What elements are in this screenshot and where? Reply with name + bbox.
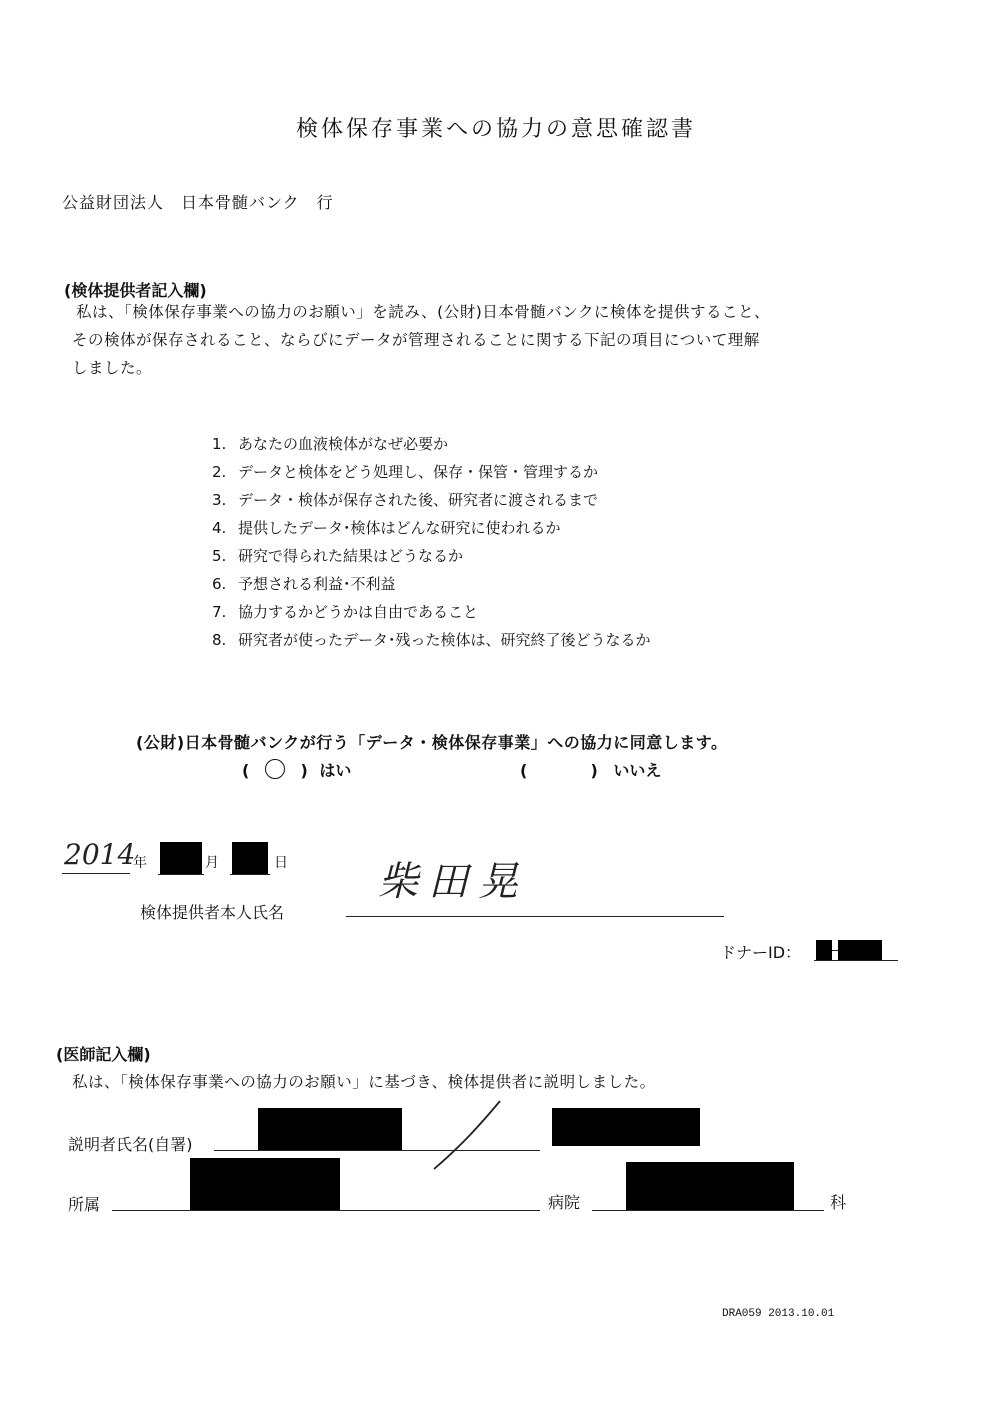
doctor-section-heading: (医師記入欄): [56, 1045, 151, 1064]
redacted-month: [160, 842, 202, 874]
provider-paragraph: [62, 298, 770, 382]
year-unit: 年: [133, 855, 147, 871]
list-item: 1. あなたの血液検体がなぜ必要か: [212, 435, 449, 453]
document-title: 検体保存事業への協力の意思確認書: [295, 117, 696, 142]
provider-section-heading: (検体提供者記入欄): [64, 281, 207, 300]
handwritten-year: 2014: [64, 838, 136, 871]
year-underline: [62, 873, 130, 874]
list-item: 6. 予想される利益･不利益: [212, 575, 396, 593]
addressee: 公益財団法人 日本骨髄バンク 行: [62, 193, 334, 212]
affiliation-underline: [112, 1210, 540, 1211]
handwritten-name: 柴田晃: [378, 859, 528, 905]
hospital-label: 病院: [548, 1193, 581, 1212]
paragraph-line: その検体が保存されること、ならびにデータが管理されることに関する下記の項目について理解: [72, 331, 760, 349]
signature-stroke-icon: [420, 1095, 520, 1175]
provider-name-label: 検体提供者本人氏名: [140, 903, 285, 922]
list-item: 7. 協力するかどうかは自由であること: [212, 603, 479, 621]
circle-mark-icon: [265, 759, 285, 779]
day-underline: [230, 874, 270, 875]
redacted-affiliation: [190, 1158, 340, 1210]
form-code-footer: DRA059 2013.10.01: [722, 1308, 835, 1320]
redacted-hospital: [626, 1162, 794, 1210]
month-underline: [158, 874, 204, 875]
affiliation-label: 所属: [68, 1195, 101, 1214]
explainer-name-label: 説明者氏名(自署): [68, 1135, 193, 1154]
list-item: 8. 研究者が使ったデータ･残った検体は、研究終了後どうなるか: [212, 631, 651, 649]
understanding-items-list: [212, 430, 651, 654]
redacted-day: [232, 842, 268, 874]
redacted-explainer-signature: [552, 1108, 700, 1146]
list-item: 5. 研究で得られた結果はどうなるか: [212, 547, 464, 565]
provider-name-underline: [346, 916, 724, 917]
yes-option[interactable]: ( ) はい: [242, 761, 352, 780]
list-item: 4. 提供したデータ･検体はどんな研究に使われるか: [212, 519, 561, 537]
paragraph-line: 私は、「検体保存事業への協力のお願い」を読み、(公財)日本骨髄バンクに検体を提供すること、: [76, 303, 770, 321]
list-item: 2. データと検体をどう処理し、保存・保管・管理するか: [212, 463, 599, 481]
paragraph-line: しました。: [72, 359, 153, 377]
list-item: 3. データ・検体が保存された後、研究者に渡されるまで: [212, 491, 599, 509]
doctor-statement: 私は、「検体保存事業への協力のお願い」に基づき、検体提供者に説明しました。: [72, 1073, 656, 1091]
redacted-donor-id-prefix: [816, 940, 832, 960]
consent-statement: (公財)日本骨髄バンクが行う「データ・検体保存事業」への協力に同意します。: [136, 733, 728, 752]
donor-id-label: ドナーID：: [720, 943, 802, 962]
hospital-underline: [592, 1210, 824, 1211]
redacted-explainer-name: [258, 1108, 402, 1150]
redacted-donor-id: [838, 940, 882, 960]
no-option[interactable]: ( ) いいえ: [520, 761, 662, 780]
month-unit: 月: [205, 855, 219, 871]
day-unit: 日: [274, 855, 288, 871]
department-label: 科: [830, 1193, 847, 1212]
donor-id-underline: [814, 960, 898, 961]
